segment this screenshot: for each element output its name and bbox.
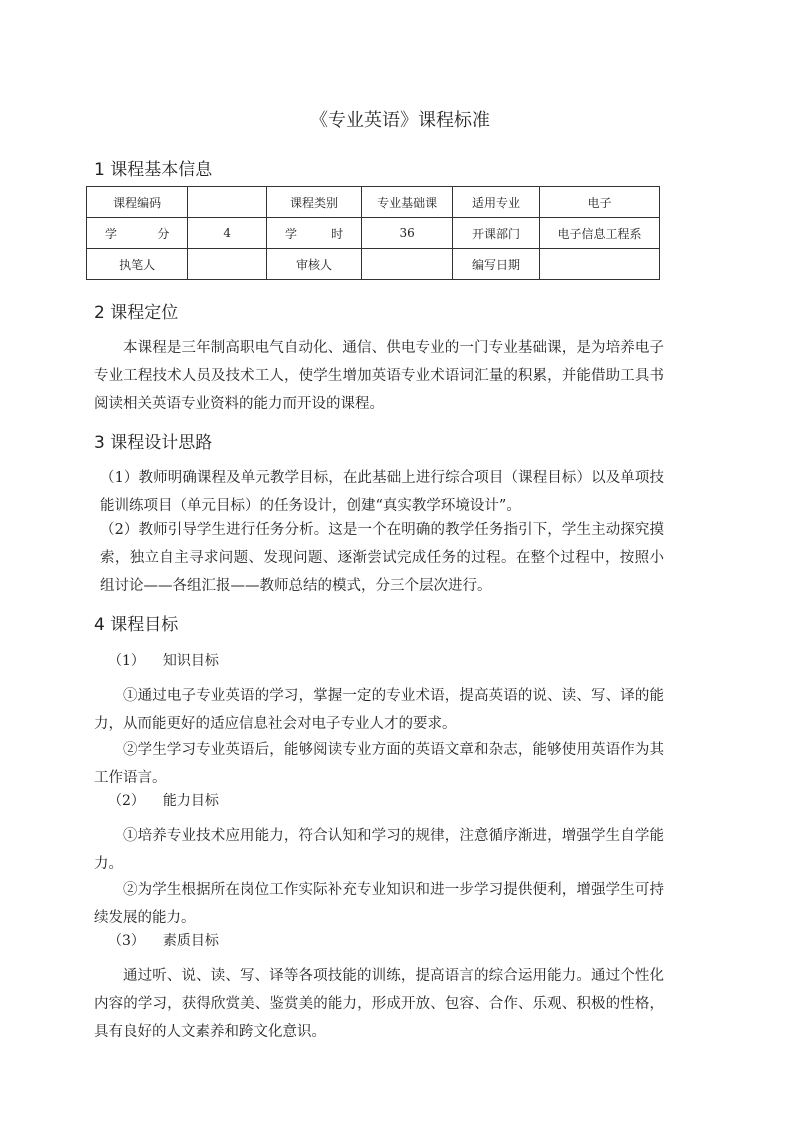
paragraph-positioning: 本课程是三年制高职电气自动化、通信、供电专业的一门专业基础课，是为培养电子专业工程技术人员及技术工人，使学生增加英语专业术语词汇量的积累，并能借助工具书阅读相关英语专业资料的能力而开设的课程。 <box>94 340 664 412</box>
paragraph-ability-2: ②为学生根据所在岗位工作实际补充专业知识和进一步学习提供便利，增强学生可持续发展的能力。 <box>94 882 664 926</box>
paragraph-design-2: （2）教师引导学生进行任务分析。这是一个在明确的教学任务指引下，学生主动探究摸索，独立自主寻求问题、发现问题、逐渐尝试完成任务的过程。在整个过程中，按照小组讨论——各组汇报——教师总结的模式，分三个层次进行。 <box>100 522 664 594</box>
table-cell: 审核人 <box>266 249 361 280</box>
spaced-label: 学 分 <box>105 226 170 241</box>
table-cell <box>188 187 267 218</box>
section-heading-goals: 4 课程目标 <box>94 615 179 635</box>
table-cell: 专业基础课 <box>362 187 453 218</box>
table-row <box>87 249 660 280</box>
table-cell: 电子 <box>539 187 659 218</box>
table-cell <box>87 218 188 249</box>
table-cell: 4 <box>188 218 267 249</box>
paragraph-knowledge-1: ①通过电子专业英语的学习，掌握一定的专业术语，提高英语的说、读、写、译的能力，从而能更好的适应信息社会对电子专业人才的要求。 <box>94 688 664 732</box>
paragraph-design-1: （1）教师明确课程及单元教学目标，在此基础上进行综合项目（课程目标）以及单项技能训练项目（单元目标）的任务设计，创建“真实教学环境设计”。 <box>100 470 664 514</box>
table-cell: 电子信息工程系 <box>539 218 659 249</box>
paragraph-quality: 通过听、说、读、写、译等各项技能的训练，提高语言的综合运用能力。通过个性化内容的学习，获得欣赏美、鉴赏美的能力，形成开放、包容、合作、乐观、积极的性格，具有良好的人文素养和跨文化意识。 <box>94 968 664 1040</box>
table-cell <box>362 249 453 280</box>
table-row <box>87 187 660 218</box>
table-cell: 执笔人 <box>87 249 188 280</box>
subheading-quality: （3） 素质目标 <box>108 933 219 949</box>
section-heading-positioning: 2 课程定位 <box>94 303 179 323</box>
course-info-table <box>86 186 660 280</box>
spaced-label: 学 时 <box>284 226 344 241</box>
table-cell: 适用专业 <box>453 187 540 218</box>
page-title: 《专业英语》课程标准 <box>310 110 490 131</box>
paragraph-ability-1: ①培养专业技术应用能力，符合认知和学习的规律，注意循序渐进，增强学生自学能力。 <box>94 828 664 872</box>
section-heading-design: 3 课程设计思路 <box>94 433 213 453</box>
table-cell: 课程类别 <box>266 187 361 218</box>
paragraph-knowledge-2: ②学生学习专业英语后，能够阅读专业方面的英语文章和杂志，能够使用英语作为其工作语言。 <box>94 742 664 786</box>
subheading-ability: （2） 能力目标 <box>108 793 219 809</box>
table-cell <box>266 218 361 249</box>
table-cell <box>188 249 267 280</box>
section-heading-basic-info: 1 课程基本信息 <box>94 160 213 180</box>
subheading-knowledge: （1） 知识目标 <box>108 653 219 669</box>
table-cell: 36 <box>362 218 453 249</box>
table-cell: 开课部门 <box>453 218 540 249</box>
table-row <box>87 218 660 249</box>
table-cell: 课程编码 <box>87 187 188 218</box>
table-cell: 编写日期 <box>453 249 540 280</box>
table-cell <box>539 249 659 280</box>
